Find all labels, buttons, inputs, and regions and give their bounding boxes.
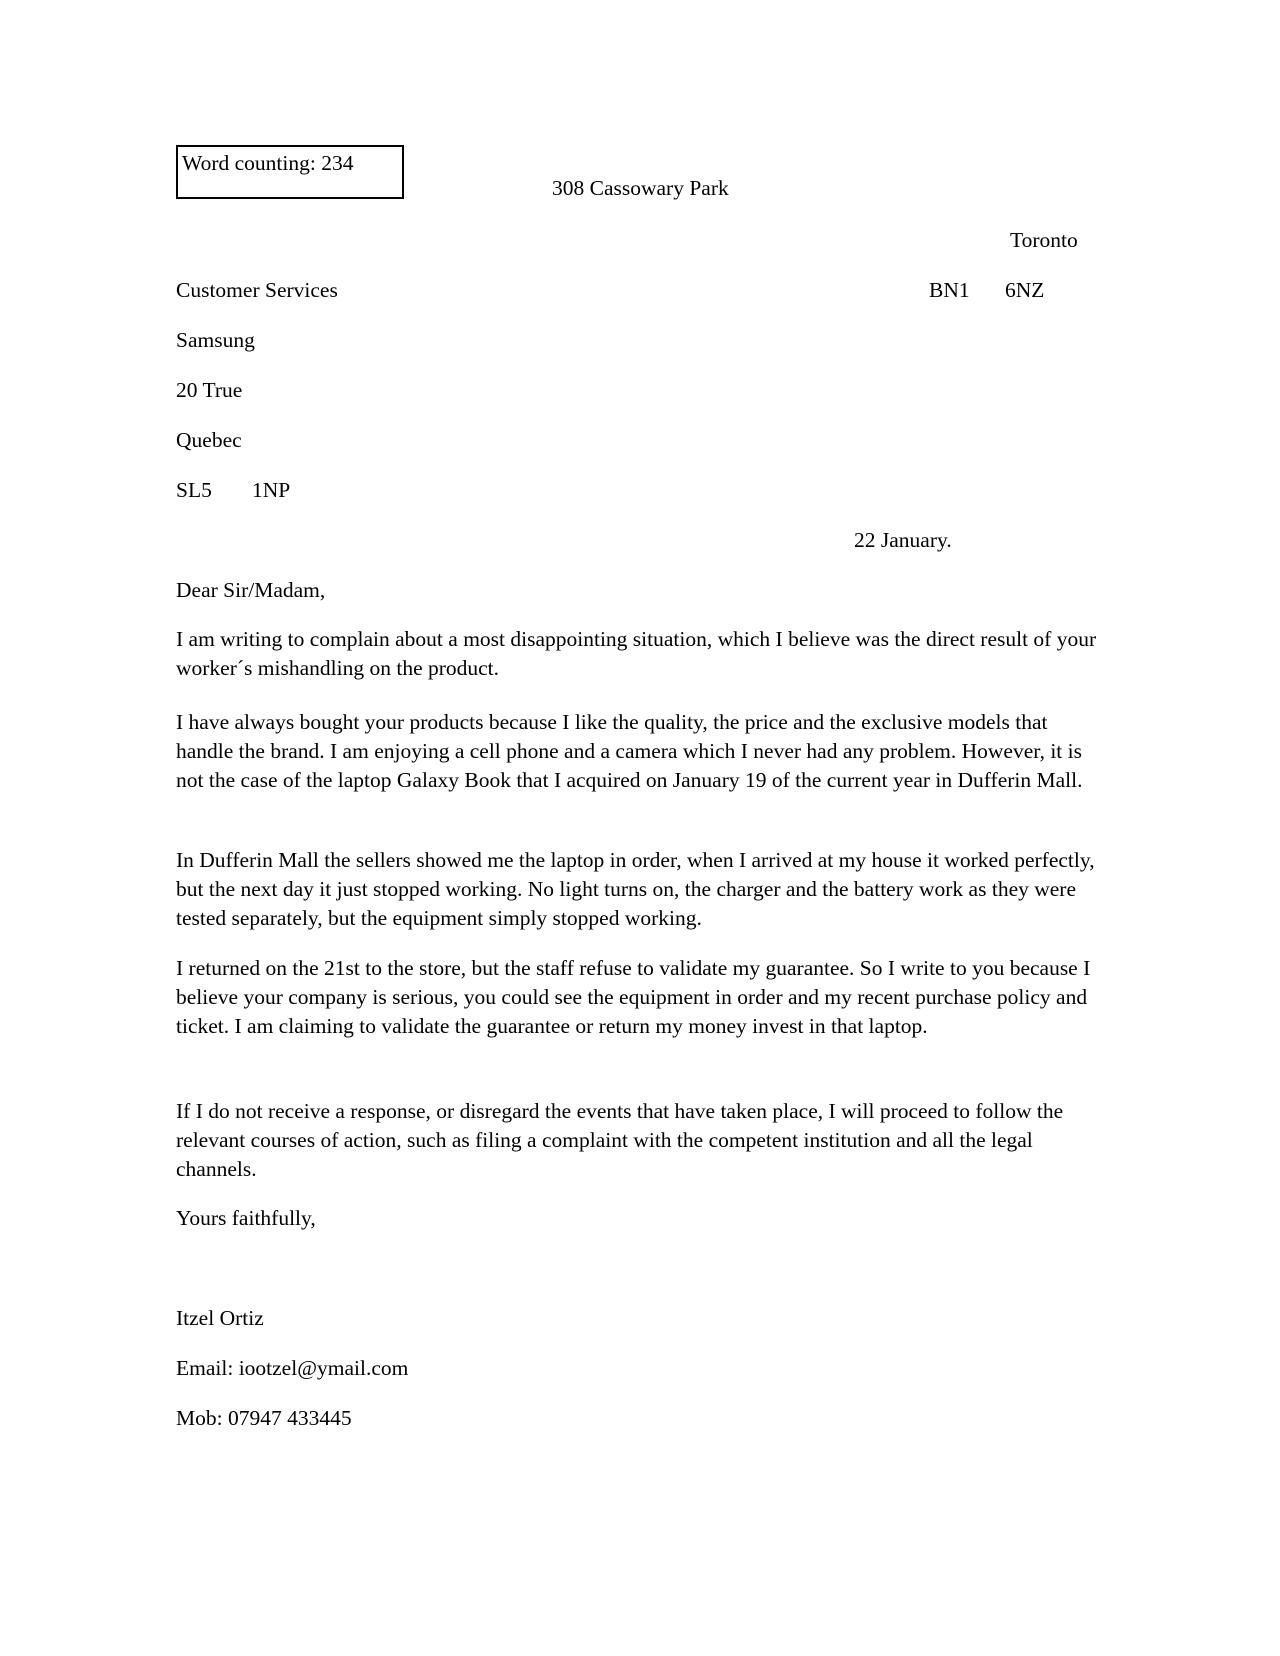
body-paragraph-1: I am writing to complain about a most disappointing situation, which I believe was the direct result of your worker´s mishandling on the product. bbox=[176, 627, 1097, 680]
sender-postcode-part2: 6NZ bbox=[1005, 278, 1045, 302]
salutation: Dear Sir/Madam, bbox=[176, 578, 326, 602]
recipient-line-3: 20 True bbox=[176, 378, 243, 402]
body-paragraph-2: I have always bought your products because I like the quality, the price and the exclusive models that handle the brand. I am enjoying a cell phone and a camera which I never had any problem. However, it is not the case of the laptop Galaxy Book that I acquired on January 19 of the current year in Dufferin Mall. bbox=[176, 710, 1083, 792]
body-paragraph-3: In Dufferin Mall the sellers showed me the laptop in order, when I arrived at my house it worked perfectly, but the next day it just stopped working. No light turns on, the charger and the battery work as they were tested separately, but the equipment simply stopped working. bbox=[176, 848, 1095, 930]
word-count-box bbox=[176, 145, 404, 199]
recipient-line-1: Customer Services bbox=[176, 278, 338, 302]
recipient-postcode-part1: SL5 bbox=[176, 478, 212, 502]
sender-city: Toronto bbox=[1010, 228, 1078, 252]
recipient-line-4: Quebec bbox=[176, 428, 242, 452]
recipient-line-2: Samsung bbox=[176, 328, 255, 352]
sender-street: 308 Cassowary Park bbox=[552, 176, 729, 200]
body-paragraph-4: I returned on the 21st to the store, but the staff refuse to validate my guarantee. So I write to you because I believe your company is serious, you could see the equipment in order and my recent purchase policy and ticket. I am claiming to validate the guarantee or return my money invest in that laptop. bbox=[176, 956, 1091, 1038]
word-count-text: Word counting: 234 bbox=[182, 151, 354, 175]
sender-postcode-part1: BN1 bbox=[929, 278, 970, 302]
signature-mobile: Mob: 07947 433445 bbox=[176, 1406, 352, 1430]
body-paragraph-5: If I do not receive a response, or disregard the events that have taken place, I will proceed to follow the relevant courses of action, such as filing a complaint with the competent institution and all the legal channels. bbox=[176, 1099, 1064, 1181]
closing: Yours faithfully, bbox=[176, 1206, 316, 1230]
letter-date: 22 January. bbox=[854, 528, 952, 552]
signature-email: Email: iootzel@ymail.com bbox=[176, 1356, 409, 1380]
signature-name: Itzel Ortiz bbox=[176, 1306, 264, 1330]
recipient-postcode-part2: 1NP bbox=[252, 478, 291, 502]
